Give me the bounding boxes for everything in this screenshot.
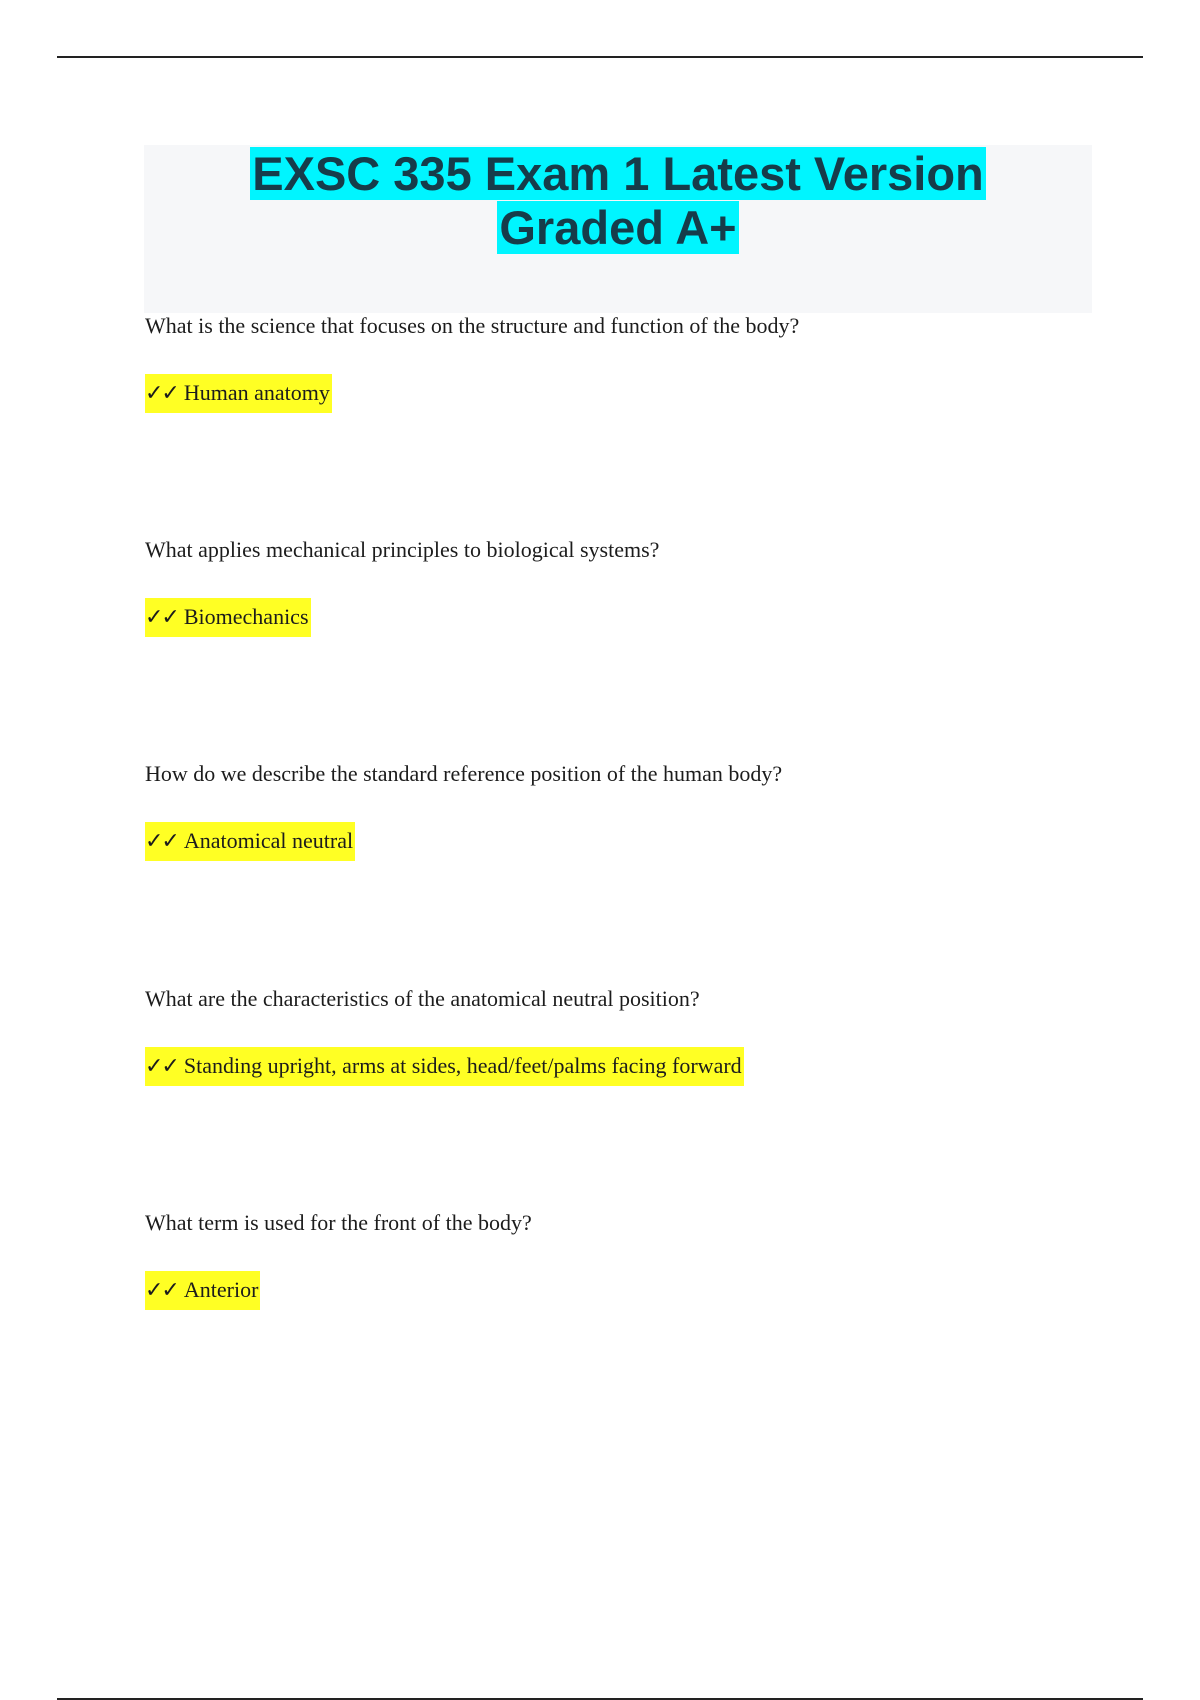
page-title xyxy=(144,145,1092,255)
answer-highlight xyxy=(145,1271,260,1310)
title-block xyxy=(144,145,1092,313)
qa-item-2 xyxy=(145,536,1095,630)
qa-item-4 xyxy=(145,985,1095,1079)
answer-text: Human anatomy xyxy=(183,380,330,405)
answer-text: Anatomical neutral xyxy=(183,828,354,853)
answer-text: Standing upright, arms at sides, head/feet/palms facing forward xyxy=(183,1053,742,1078)
checkmark-icon: ✓✓ xyxy=(145,1054,178,1079)
question-text: What is the science that focuses on the structure and function of the body? xyxy=(145,313,800,338)
answer-highlight xyxy=(145,598,311,637)
qa-item-1 xyxy=(145,312,1095,406)
checkmark-icon: ✓✓ xyxy=(145,381,178,406)
question-text: How do we describe the standard reference position of the human body? xyxy=(145,761,783,786)
top-rule xyxy=(57,56,1143,58)
checkmark-icon: ✓✓ xyxy=(145,1278,178,1303)
qa-item-3 xyxy=(145,760,1095,854)
title-line-1: EXSC 335 Exam 1 Latest Version xyxy=(252,147,984,200)
qa-item-5 xyxy=(145,1209,1095,1303)
question-text: What are the characteristics of the anatomical neutral position? xyxy=(145,986,700,1011)
question-text: What applies mechanical principles to biological systems? xyxy=(145,537,660,562)
answer-text: Anterior xyxy=(183,1277,259,1302)
question-text: What term is used for the front of the body? xyxy=(145,1210,532,1235)
checkmark-icon: ✓✓ xyxy=(145,829,178,854)
checkmark-icon: ✓✓ xyxy=(145,605,178,630)
title-line-2: Graded A+ xyxy=(499,201,737,254)
answer-highlight xyxy=(145,374,332,413)
answer-highlight xyxy=(145,1047,744,1086)
answer-text: Biomechanics xyxy=(183,604,309,629)
answer-highlight xyxy=(145,822,355,861)
